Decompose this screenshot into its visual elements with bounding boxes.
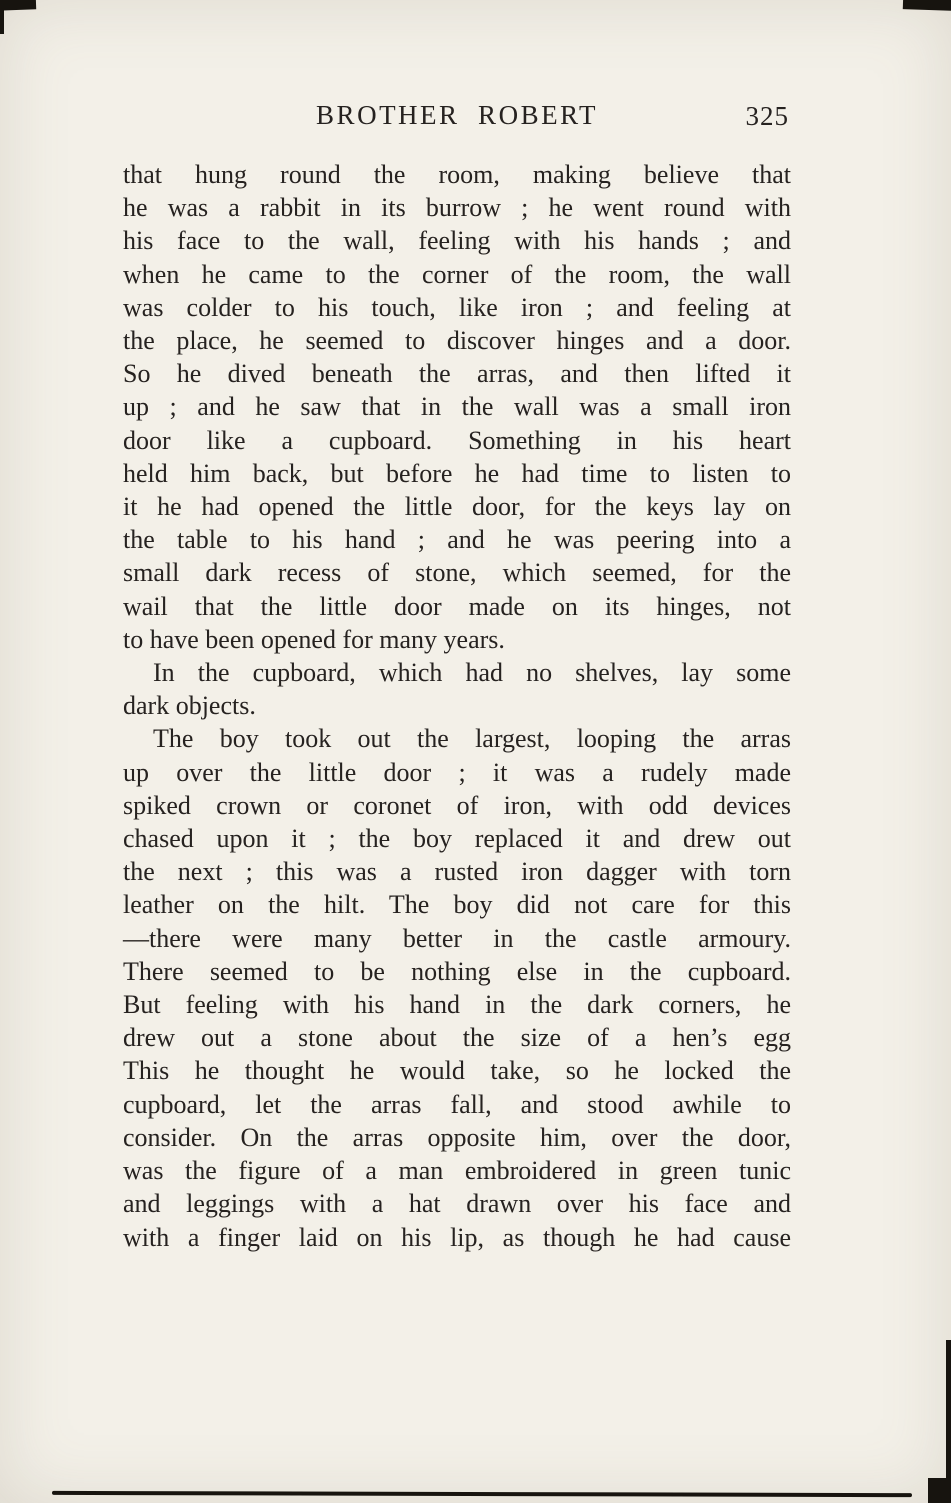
text-line: was colder to his touch, like iron ; and feeling at — [123, 292, 791, 322]
text-line: dark objects. — [123, 691, 256, 721]
text-line: But feeling with his hand in the dark corners, he — [123, 990, 791, 1020]
text-line: held him back, but before he had time to listen to — [123, 458, 791, 488]
text-line: small dark recess of stone, which seemed, for the — [123, 558, 791, 588]
text-line: when he came to the corner of the room, the wall — [123, 259, 791, 289]
text-line: he was a rabbit in its burrow ; he went round with — [123, 193, 791, 223]
text-line: The boy took out the largest, looping the arras — [153, 724, 791, 754]
text-line: with a finger laid on his lip, as though he had cause — [123, 1222, 791, 1252]
text-column — [123, 100, 791, 1254]
scan-edge-artifact — [0, 0, 4, 34]
scan-edge-artifact — [0, 0, 36, 11]
scan-edge-artifact — [52, 1491, 912, 1497]
text-line: up over the little door ; it was a rudely made — [123, 757, 791, 787]
text-line: and leggings with a hat drawn over his face and — [123, 1189, 791, 1219]
text-line: was the figure of a man embroidered in green tunic — [123, 1156, 791, 1186]
scan-edge-artifact — [946, 1340, 951, 1503]
text-line: —there were many better in the castle armoury. — [123, 923, 791, 953]
text-line: the place, he seemed to discover hinges and a door. — [123, 326, 791, 356]
text-line: drew out a stone about the size of a hen’s egg — [123, 1023, 791, 1053]
text-line: spiked crown or coronet of iron, with odd devices — [123, 790, 791, 820]
text-line: In the cupboard, which had no shelves, lay some — [153, 658, 791, 688]
text-line: So he dived beneath the arras, and then lifted it — [123, 359, 791, 389]
scan-edge-artifact — [903, 0, 951, 11]
text-line: the next ; this was a rusted iron dagger with torn — [123, 857, 791, 887]
text-line: There seemed to be nothing else in the cupboard. — [123, 956, 791, 986]
text-line: it he had opened the little door, for the keys lay on — [123, 492, 791, 522]
text-line: This he thought he would take, so he locked the — [123, 1056, 791, 1086]
text-line: cupboard, let the arras fall, and stood awhile to — [123, 1089, 791, 1119]
text-line: leather on the hilt. The boy did not care for this — [123, 890, 791, 920]
page-text — [123, 158, 791, 1254]
text-line: to have been opened for many years. — [123, 624, 505, 654]
running-title: BROTHER ROBERT — [316, 100, 598, 130]
text-line: up ; and he saw that in the wall was a small iron — [123, 392, 791, 422]
text-line: consider. On the arras opposite him, over the door, — [123, 1122, 791, 1152]
text-line: door like a cupboard. Something in his heart — [123, 425, 791, 455]
page-header — [123, 100, 791, 144]
page-number: 325 — [745, 101, 789, 131]
text-line: the table to his hand ; and he was peering into a — [123, 525, 791, 555]
text-line: wail that the little door made on its hinges, not — [123, 591, 791, 621]
text-line: his face to the wall, feeling with his hands ; and — [123, 226, 791, 256]
text-line: chased upon it ; the boy replaced it and drew out — [123, 824, 791, 854]
text-line: that hung round the room, making believe that — [123, 160, 791, 189]
